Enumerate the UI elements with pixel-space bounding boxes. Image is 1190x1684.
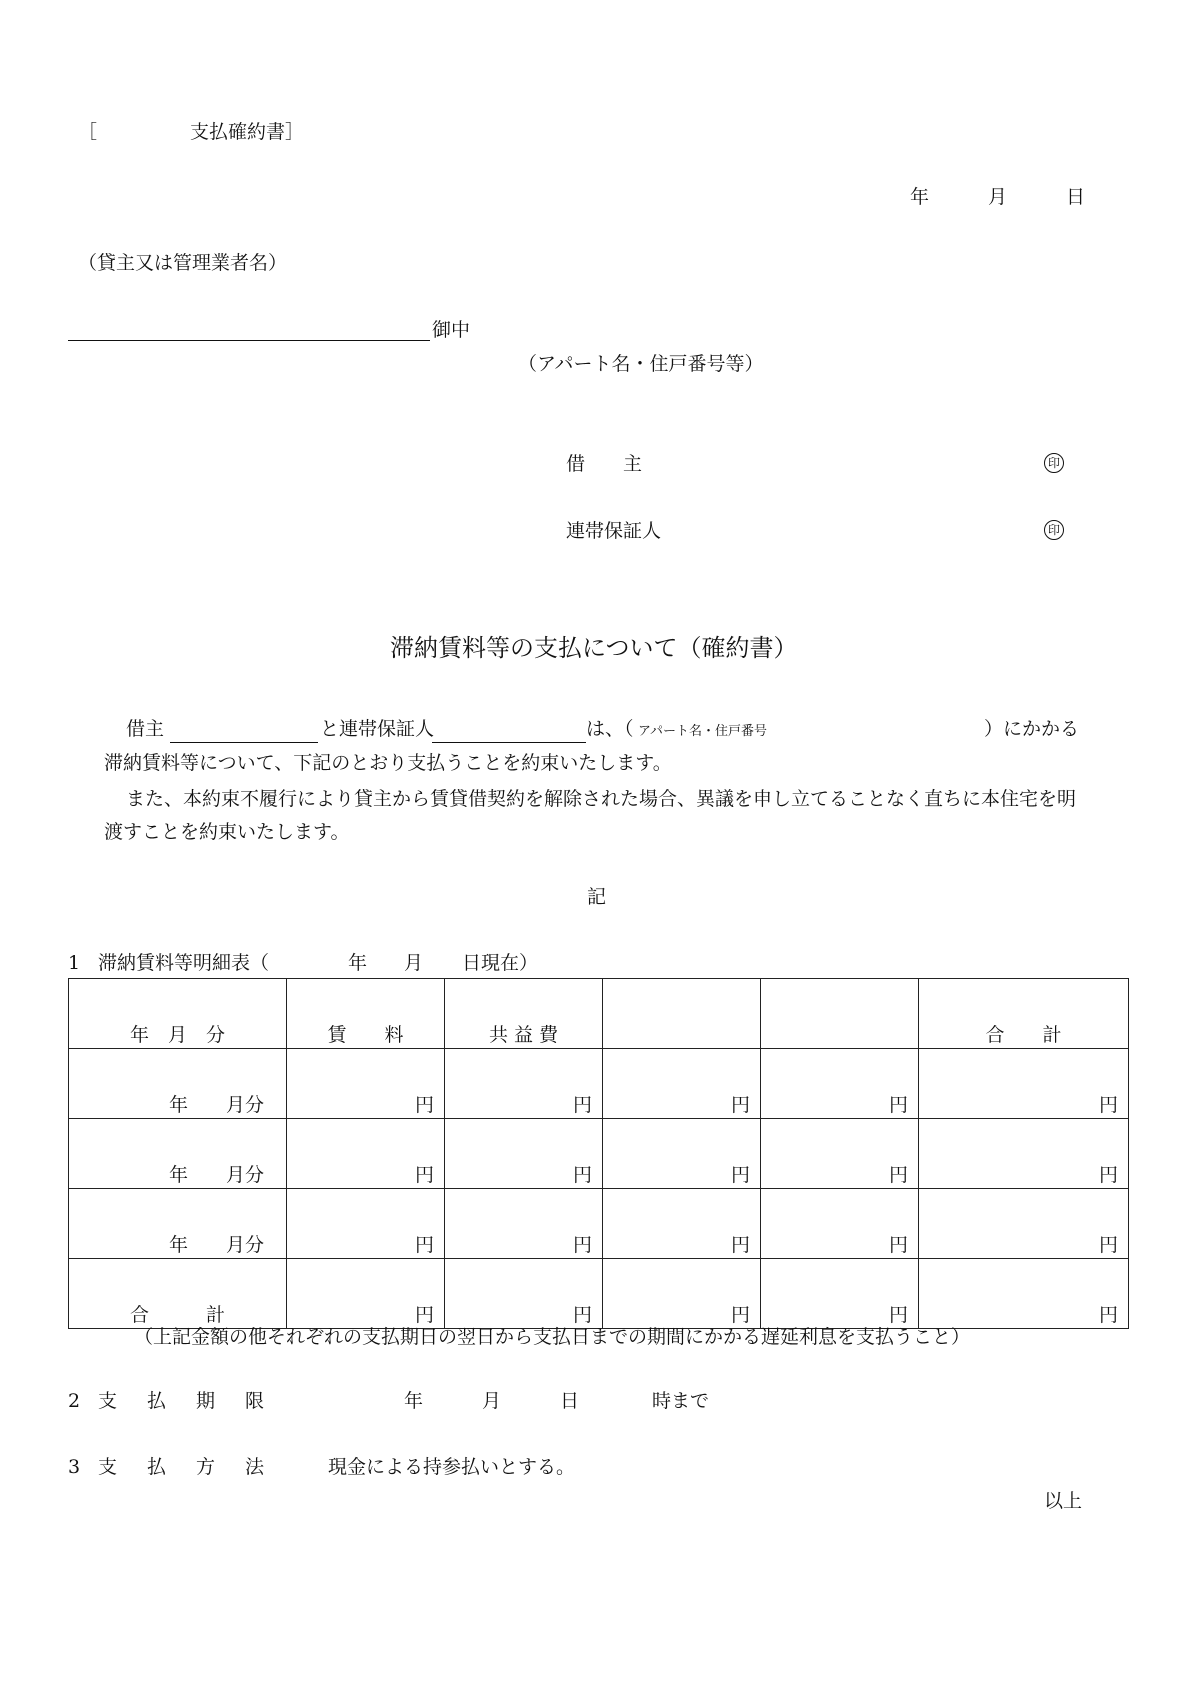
section2-label: 支払期限	[98, 1390, 295, 1412]
cell-yen: 円	[761, 1049, 919, 1119]
row-period-label: 年 月分	[69, 1049, 287, 1119]
document-title: 滞納賃料等の支払について（確約書）	[390, 634, 798, 662]
section2-month: 月	[482, 1390, 502, 1412]
row-period-label: 年 月分	[69, 1189, 287, 1259]
row-period-label: 年 月分	[69, 1119, 287, 1189]
table-row	[69, 1049, 1129, 1119]
header-common-fee: 共 益 費	[445, 979, 603, 1049]
guarantor-name-line	[432, 742, 586, 743]
doc-label: 支払確約書］	[190, 121, 305, 143]
body-para2-line2: 渡すことを約束いたします。	[104, 821, 350, 843]
total-cell-yen: 円	[603, 1259, 761, 1329]
section1-suffix: 日現在）	[462, 952, 539, 974]
tenant-label: 借 主	[566, 453, 643, 475]
section3-number: 3	[68, 1456, 81, 1478]
tenant-seal: 印	[1044, 453, 1064, 473]
section1-number: 1	[68, 952, 81, 974]
header-blank-2	[761, 979, 919, 1049]
cell-yen: 円	[287, 1119, 445, 1189]
closing-ijou: 以上	[1044, 1490, 1083, 1512]
date-year: 年	[910, 186, 930, 208]
cell-yen: 円	[603, 1189, 761, 1259]
date-month: 月	[988, 186, 1008, 208]
header-blank-1	[603, 979, 761, 1049]
late-interest-note: （上記金額の他それぞれの支払期日の翌日から支払日までの期間にかかる遅延利息を支払うこと）	[134, 1326, 971, 1348]
total-cell-yen: 円	[287, 1259, 445, 1329]
section3-value: 現金による持参払いとする。	[328, 1456, 576, 1478]
property-note: （アパート名・住戸番号等）	[518, 353, 764, 375]
doc-label-open: ［	[78, 121, 98, 143]
table-total-row	[69, 1259, 1129, 1329]
cell-yen: 円	[919, 1049, 1129, 1119]
cell-yen: 円	[287, 1049, 445, 1119]
cell-yen: 円	[603, 1119, 761, 1189]
cell-yen: 円	[919, 1189, 1129, 1259]
body-line-2: 滞納賃料等について、下記のとおり支払うことを約束いたします。	[104, 752, 672, 774]
section1-year: 年	[348, 952, 368, 974]
guarantor-label: 連帯保証人	[566, 520, 662, 542]
body-property-small: アパート名・住戸番号	[638, 724, 767, 739]
cell-yen: 円	[445, 1049, 603, 1119]
header-period: 年 月 分	[69, 979, 287, 1049]
total-row-label: 合 計	[69, 1259, 287, 1329]
header-total: 合 計	[919, 979, 1129, 1049]
section2-number: 2	[68, 1390, 81, 1412]
arrears-detail-table	[68, 978, 1129, 1329]
onchu-label: 御中	[432, 319, 471, 341]
body-tenant-label: 借主	[126, 718, 165, 740]
cell-yen: 円	[287, 1189, 445, 1259]
date-day: 日	[1066, 186, 1086, 208]
tenant-name-line	[170, 742, 318, 743]
section1-label: 滞納賃料等明細表（	[98, 952, 270, 974]
section2-day: 日	[560, 1390, 580, 1412]
cell-yen: 円	[445, 1189, 603, 1259]
cell-yen: 円	[919, 1119, 1129, 1189]
landlord-note: （貸主又は管理業者名）	[78, 252, 288, 274]
guarantor-seal: 印	[1044, 520, 1064, 540]
body-guarantor-label: と連帯保証人	[320, 718, 435, 740]
table-row	[69, 1189, 1129, 1259]
body-para2-line1: また、本約束不履行により貸主から賃貸借契約を解除された場合、異議を申し立てることなく直ちに本住宅を明	[126, 788, 1077, 810]
addressee-line	[68, 340, 430, 341]
total-cell-yen: 円	[761, 1259, 919, 1329]
section2-year: 年	[404, 1390, 424, 1412]
body-nikakaru: ）にかかる	[984, 718, 1080, 740]
total-cell-yen: 円	[919, 1259, 1129, 1329]
header-rent: 賃 料	[287, 979, 445, 1049]
section1-month: 月	[404, 952, 424, 974]
cell-yen: 円	[761, 1119, 919, 1189]
cell-yen: 円	[761, 1189, 919, 1259]
cell-yen: 円	[603, 1049, 761, 1119]
cell-yen: 円	[445, 1119, 603, 1189]
ki-heading: 記	[587, 886, 607, 908]
section2-suffix: 時まで	[652, 1390, 710, 1412]
section3-label: 支払方法	[98, 1456, 295, 1478]
body-wa: は、（	[586, 718, 634, 740]
table-row	[69, 1119, 1129, 1189]
table-header-row	[69, 979, 1129, 1049]
total-cell-yen: 円	[445, 1259, 603, 1329]
